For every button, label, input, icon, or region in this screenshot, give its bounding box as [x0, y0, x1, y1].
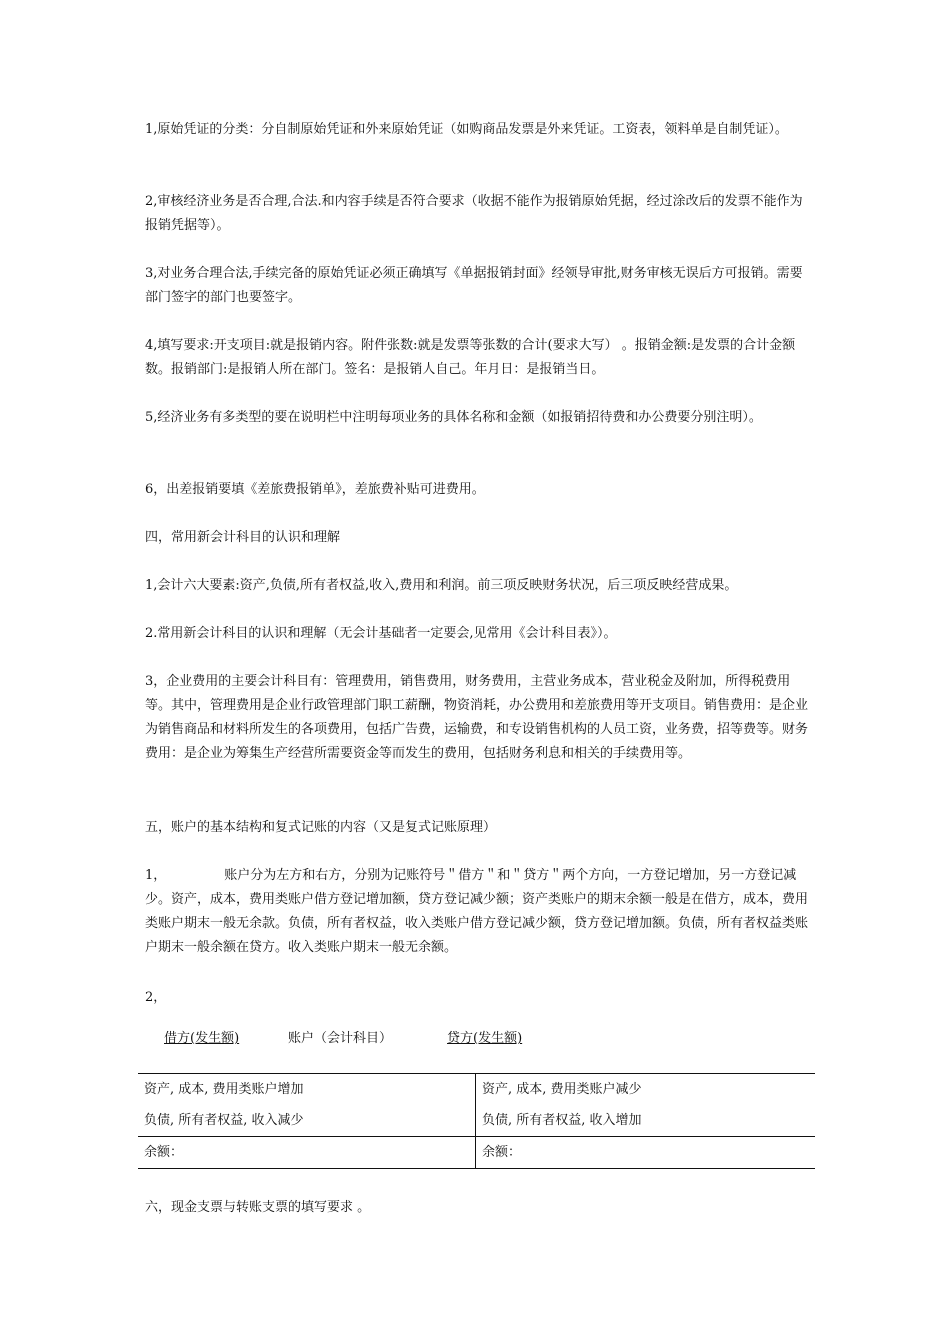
- item-2-number: 2，: [145, 990, 167, 1005]
- section-4-heading: 四，常用新会计科目的认识和理解: [145, 530, 341, 545]
- item-number: 1，: [145, 868, 167, 883]
- credit-header: 贷方(发生额): [447, 1031, 523, 1046]
- t-account-table: [138, 1073, 815, 1169]
- credit-balance-cell: 余额：: [476, 1137, 816, 1169]
- section-6-heading: 六，现金支票与转账支票的填写要求 。: [145, 1200, 371, 1215]
- paragraph-multi-type-business: 5,经济业务有多类型的要在说明栏中注明每项业务的具体名称和金额（如报销招待费和办公费要分别注明）。: [145, 410, 762, 425]
- paragraph-six-elements: 1,会计六大要素:资产,负债,所有者权益,收入,费用和利润。前三项反映财务状况，后三项反映经营成果。: [145, 578, 738, 593]
- table-row: [138, 1074, 815, 1106]
- debit-cell: 资产, 成本, 费用类账户增加: [138, 1074, 476, 1106]
- table-row: [138, 1137, 815, 1169]
- account-table-header: [164, 1027, 584, 1051]
- debit-balance-cell: 余额：: [138, 1137, 476, 1169]
- paragraph-reimbursement-cover: 3,对业务合理合法,手续完备的原始凭证必须正确填写《单据报销封面》经领导审批,财务审核无误后方可报销。需要部门签字的部门也要签字。: [145, 266, 803, 305]
- paragraph-travel-expense: 6，出差报销要填《差旅费报销单》，差旅费补贴可进费用。: [145, 482, 485, 497]
- item-text: 账户分为左方和右方，分别为记账符号＂借方＂和＂贷方＂两个方向，一方登记增加，另一方登记减少。资产，成本，费用类账户借方登记增加额，贷方登记减少额；资产类账户的期末余额一般是在借方，成本，费用类账户期末一般无余款。负债，所有者权益，收入类账户借方登记减少额，贷方登记增加额。负债，所有者权益类账户期末一般余额在贷方。收入类账户期末一般无余额。: [145, 868, 809, 955]
- table-row: [138, 1105, 815, 1137]
- paragraph-fill-requirements: 4,填写要求:开支项目:就是报销内容。附件张数:就是发票等张数的合计(要求大写） 。报销金额:是发票的合计金额数。报销部门:是报销人所在部门。签名：是报销人自己。年月日：是报销当日。: [145, 338, 796, 377]
- debit-header: 借方(发生额): [164, 1031, 240, 1046]
- paragraph-account-structure: [145, 864, 810, 960]
- paragraph-audit-business: 2,审核经济业务是否合理,合法.和内容手续是否符合要求（收据不能作为报销原始凭据，经过涂改后的发票不能作为报销凭据等）。: [145, 194, 803, 233]
- section-5-heading: 五，账户的基本结构和复式记账的内容（又是复式记账原理）: [145, 820, 497, 835]
- credit-cell: 负债, 所有者权益, 收入增加: [482, 1112, 642, 1128]
- paragraph-common-subjects: 2.常用新会计科目的认识和理解（无会计基础者一定要会,见常用《会计科目表》）。: [145, 626, 617, 641]
- account-header: 账户（会计科目）: [288, 1031, 393, 1046]
- debit-cell: 负债, 所有者权益, 收入减少: [138, 1105, 476, 1137]
- paragraph-expense-subjects: 3，企业费用的主要会计科目有：管理费用，销售费用，财务费用，主营业务成本，营业税金及附加，所得税费用等。其中，管理费用是企业行政管理部门职工薪酬，物资消耗，办公费用和差旅费用等开支项目。销售费用：是企业为销售商品和材料所发生的各项费用，包括广告费，运输费，和专设销售机构的人员工资，业务费，招等费等。财务费用：是企业为筹集生产经营所需要资金等而发生的费用，包括财务利息和相关的手续费用等。: [145, 674, 809, 761]
- credit-cell: 资产, 成本, 费用类账户减少: [476, 1074, 816, 1106]
- paragraph-original-voucher-types: 1,原始凭证的分类：分自制原始凭证和外来原始凭证（如购商品发票是外来凭证。工资表，领料单是自制凭证）。: [145, 122, 788, 137]
